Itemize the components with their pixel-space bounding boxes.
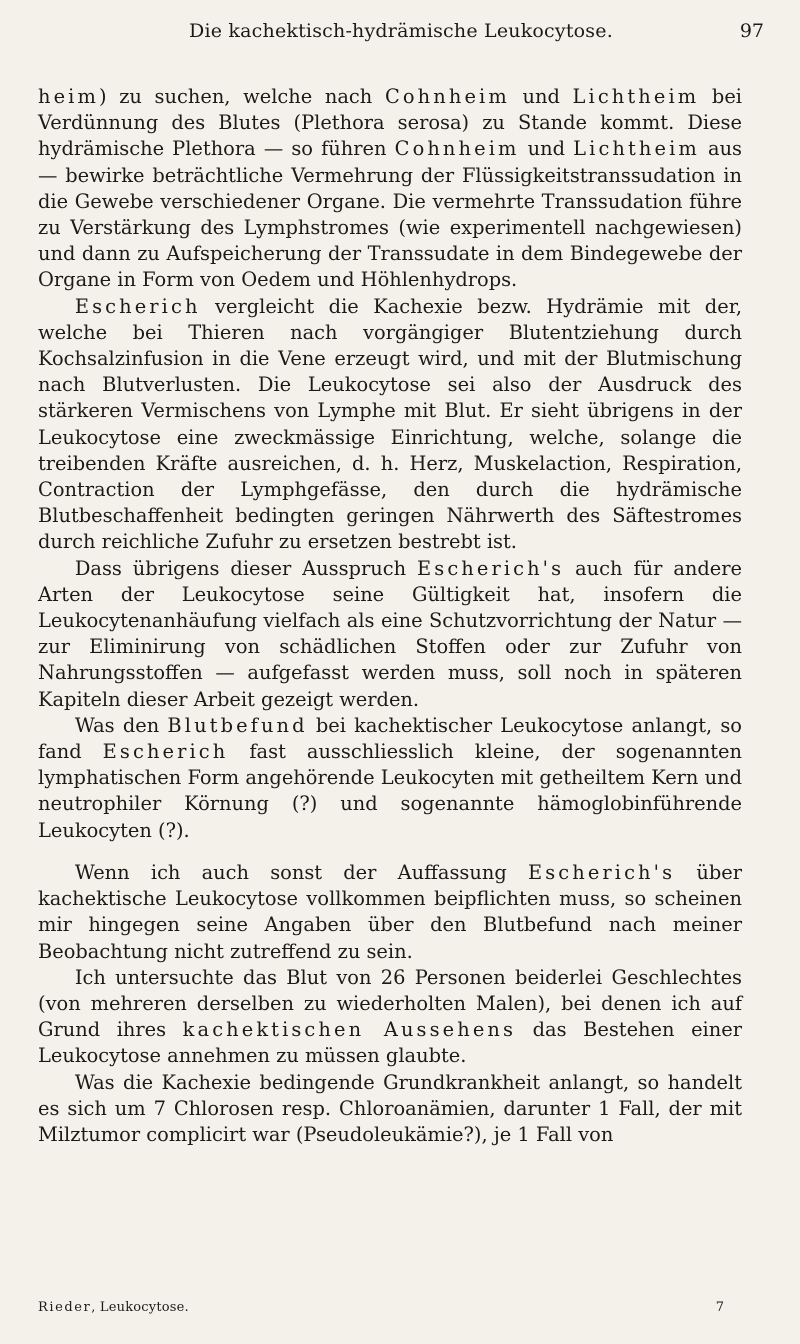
spaced-name: Escherich's xyxy=(527,860,676,884)
paragraph xyxy=(38,713,742,844)
signature-work: , Leukocytose. xyxy=(91,1300,189,1315)
paragraph xyxy=(38,860,742,965)
page-header xyxy=(38,12,764,48)
text-run: Was die Kachexie bedingende Grundkrankheit anlangt, so handelt es sich um 7 Chlorosen resp. Chloroanämien, darunter 1 Fall, der mit Milztumor complicirt war (Pseudoleukämie?), je 1 Fall von xyxy=(38,1070,742,1146)
page-footer xyxy=(38,1300,764,1322)
text-run: Dass übrigens dieser Ausspruch xyxy=(74,556,417,580)
paragraph xyxy=(38,965,742,1070)
body-text xyxy=(38,84,742,1148)
printer-signature xyxy=(38,1300,189,1315)
spaced-name: Cohnheim xyxy=(394,137,520,161)
text-run: vergleicht die Kachexie bezw. Hydrämie mit der, welche bei Thieren nach vorgängiger Blutentziehung durch Kochsalzinfusion in die Vene erzeugt wird, und mit der Blutmischung nach Blutverlusten. Die Leukocytose sei also der Ausdruck des stärkeren Vermischens von Lymphe mit Blut. Er sieht übrigens in der Leukocytose eine zweckmässige Einrichtung, welche, solange die treibenden Kräfte ausreichen, d. h. Herz, Muskelaction, Respiration, Contraction der Lymphgefässe, den durch die hydrämische Blutbeschaffenheit bedingten geringen Nährwerth des Säftestromes durch reichliche Zufuhr zu ersetzen bestrebt ist. xyxy=(38,294,742,554)
paragraph xyxy=(38,294,742,556)
spaced-name: Escherich's xyxy=(417,556,565,580)
signature-mark: 7 xyxy=(715,1300,724,1315)
running-title: Die kachektisch-hydrämische Leukocytose. xyxy=(189,20,613,42)
text-run: und xyxy=(519,137,574,161)
text-run: bei kachektischer Leukocytose anlangt, so fand xyxy=(38,713,742,764)
spaced-name: Blutbefund xyxy=(167,713,308,737)
spaced-name: Lichtheim xyxy=(572,85,700,108)
text-run: und xyxy=(509,85,573,108)
text-run: Wenn ich auch sonst der Auffassung xyxy=(74,860,528,884)
spaced-name: Escherich xyxy=(102,740,229,764)
text-run: Was den xyxy=(74,713,168,737)
text-run: aus — bewirke beträchtliche Vermehrung der Flüssigkeitstranssudation in die Gewebe verschiedener Organe. Die vermehrte Transsudation führe zu Verstärkung des Lymphstromes (wie experimentell nachgewiesen) und dann zu Aufspeicherung der Transsudate in dem Bindegewebe der Organe in Form von Oedem und Höhlenhydrops. xyxy=(38,137,743,292)
text-run: über kachektische Leukocytose vollkommen beipflichten muss, so scheinen mir hingegen seine Angaben über den Blutbefund nach meiner Beobachtung nicht zutreffend zu sein. xyxy=(38,860,742,963)
text-run: auch für andere Arten der Leukocytose seine Gültigkeit hat, insofern die Leukocytenanhäufung vielfach als eine Schutzvorrichtung der Natur — zur Eliminirung von schädlichen Stoffen oder zur Zufuhr von Nahrungsstoffen — aufgefasst werden muss, soll noch in späteren Kapiteln dieser Arbeit gezeigt werden. xyxy=(38,556,742,711)
spaced-name: heim xyxy=(38,85,99,108)
page-number: 97 xyxy=(739,20,764,42)
text-run: bei Verdünnung des Blutes (Plethora serosa) zu Stande kommt. Diese hydrämische Plethora — so führen xyxy=(38,85,743,161)
signature-author: Rieder xyxy=(38,1300,92,1315)
paragraph xyxy=(38,556,742,713)
spaced-name: kachektischen Aussehens xyxy=(182,1018,517,1042)
spaced-name: Escherich xyxy=(74,294,201,318)
spaced-name: Lichtheim xyxy=(573,137,700,161)
text-run: das Bestehen einer Leukocytose annehmen zu müssen glaubte. xyxy=(38,1018,742,1068)
spaced-name: Cohnheim xyxy=(384,85,510,108)
text-run: fast ausschliesslich kleine, der sogenannten lymphatischen Form angehörende Leukocyten mit getheiltem Kern und neutrophiler Körnung (?) und sogenannte hämoglobinführende Leukocyten (?). xyxy=(38,740,742,842)
text-run: Ich untersuchte das Blut von 26 Personen beiderlei Geschlechtes (von mehreren derselben zu wiederholten Malen), bei denen ich auf Grund ihres xyxy=(38,965,742,1042)
paragraph xyxy=(38,84,742,294)
text-run: ) zu suchen, welche nach xyxy=(98,85,385,108)
paragraph xyxy=(38,1070,742,1149)
